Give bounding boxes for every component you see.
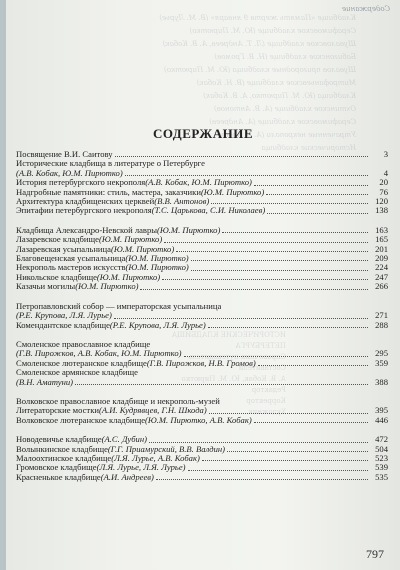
dot-leader: [115, 156, 368, 157]
toc-entry-page: 120: [375, 196, 388, 207]
dot-leader: [254, 422, 368, 423]
toc-entry-title: Смоленское армянское кладбище: [16, 368, 138, 378]
book-page: [6, 0, 400, 570]
toc-entry-author: (Ю.М. Пирютко): [200, 186, 265, 197]
toc-entry-author: (Л.Я. Лурье, Л.Я. Лурье): [96, 462, 186, 473]
toc-entry[interactable]: [16, 302, 388, 321]
toc-entry-author: (Ю.М. Пирютко): [96, 271, 161, 282]
toc-entry-author: (Т.С. Царькова, С.И. Николаев): [151, 205, 266, 216]
dot-leader: [75, 384, 368, 385]
toc-entry-author: (Р.Е. Крупова, Л.Я. Лурье): [16, 310, 112, 321]
toc-entry-line: [16, 321, 388, 330]
toc-entry-page: 266: [375, 281, 388, 292]
toc-entry[interactable]: [16, 273, 388, 282]
toc-entry-page: 3: [383, 149, 388, 159]
toc-entry[interactable]: [16, 226, 388, 235]
toc-entry-author: (Ю.М. Пирютко, А.В. Кобак): [145, 414, 252, 425]
toc-entry-line: [16, 206, 388, 215]
group-spacer: [16, 330, 388, 340]
toc-entry-author: (Ю.М. Пирютко): [157, 224, 221, 235]
toc-entry-title: Волковское лютеранское кладбище: [16, 415, 146, 425]
dot-leader: [125, 175, 368, 176]
toc-entry-title: Новодевичье кладбище: [16, 435, 102, 445]
toc-entry-title: Посвящение В.И. Саитову: [16, 150, 113, 159]
toc-entry[interactable]: [16, 416, 388, 425]
toc-entry-page: 201: [375, 243, 388, 254]
toc-entry-page: 224: [375, 262, 388, 273]
toc-entry-title: Лазаревская усыпальница: [16, 244, 111, 254]
bleed-through-running-head: Содержание: [341, 5, 390, 13]
toc-entry-author: (Ю.М. Пирютко): [98, 234, 163, 245]
toc-entry-title: Волынкинское кладбище: [16, 444, 108, 454]
toc-entry-author: (А.В. Кобак, Ю.М. Пирютко): [16, 167, 123, 178]
toc-entry-author: (А.И. Андреев): [100, 471, 154, 482]
toc-entry-page: 539: [375, 462, 388, 473]
toc-entry-page: 523: [375, 452, 388, 463]
toc-entry-page: 209: [375, 253, 388, 264]
dot-leader: [227, 451, 368, 452]
toc-entry-author: (Г.В. Пирожков, А.В. Кобак, Ю.М. Пирютко): [16, 348, 182, 359]
toc-entry-page: 359: [375, 357, 388, 368]
dot-leader: [258, 365, 368, 366]
toc-entry-author: (Ю.М. Пирютко): [125, 253, 189, 264]
dot-leader: [114, 318, 368, 319]
toc-entry-title: Благовещенская усыпальница: [16, 254, 126, 264]
dot-leader: [191, 270, 368, 271]
toc-entry-line: [16, 454, 388, 463]
toc-entry-line: [16, 226, 388, 235]
toc-entry-title: Петропавловский собор — императорская усыпальница: [16, 301, 222, 311]
toc-entry-author: (Р.Е. Крупова, Л.Я. Лурье): [109, 319, 206, 330]
toc-entry[interactable]: [16, 463, 388, 472]
toc-entry[interactable]: [16, 254, 388, 263]
toc-entry-page: 4: [383, 167, 388, 178]
dot-leader: [164, 242, 368, 243]
toc-entry-author: (А.С. Дубин): [101, 434, 147, 445]
toc-entry-page: 472: [375, 434, 388, 445]
toc-entry-title: Громовское кладбище: [16, 463, 97, 473]
bleed-through-text-lower: ИСТОРИЧЕСКИЕ КЛАДБИЩА ПЕТЕРБУРГА Справочник-путеводитель Составители А. В. Кобак, Ю. М. Пирютко Редактор Корректор Художник: [171, 331, 286, 416]
toc-entry-author: (Ю.М. Пирютко): [75, 281, 139, 292]
page-number: 797: [366, 547, 384, 561]
toc-entry[interactable]: [16, 263, 388, 272]
toc-entry-title: Казачьи могилы: [16, 282, 76, 292]
group-spacer: [16, 425, 388, 435]
toc-entry-title: Архитектура кладбищенских церквей: [16, 197, 155, 207]
toc-entry-title: Исторические кладбища в литературе о Петербурге: [16, 159, 205, 169]
toc-entry-line: [16, 473, 388, 482]
toc-entry-author: (Ю.М. Пирютко): [125, 262, 189, 273]
toc-entry[interactable]: [16, 359, 388, 368]
toc-entry-author: (Ю.М. Пирютко): [110, 243, 175, 254]
toc-entry[interactable]: [16, 368, 388, 387]
toc-entry-title: Надгробные памятники: стиль, мастера, заказчики: [16, 187, 201, 197]
toc-entry-page: 76: [379, 186, 388, 197]
dot-leader: [156, 479, 368, 480]
toc-entry-title: Смоленское лютеранское кладбище: [16, 358, 147, 368]
toc-entry[interactable]: [16, 473, 388, 482]
dot-leader: [266, 194, 368, 195]
toc-entry-title: Смоленское православное кладбище: [16, 339, 151, 349]
toc-entry[interactable]: [16, 235, 388, 244]
toc-entry-line: [16, 263, 388, 272]
toc-entry[interactable]: [16, 206, 388, 215]
toc-entry-page: 247: [375, 271, 388, 282]
dot-leader: [222, 232, 368, 233]
toc-entry-page: 535: [375, 471, 388, 482]
toc-entry-line: [16, 463, 388, 472]
toc-entry[interactable]: [16, 245, 388, 254]
dot-leader: [188, 470, 368, 471]
toc-entry[interactable]: [16, 454, 388, 463]
toc-entry[interactable]: [16, 159, 388, 178]
toc-entry-title: История петербургского некрополя: [16, 178, 146, 188]
toc-entry-page: 165: [375, 234, 388, 245]
toc-entry-author: (В.В. Антонов): [154, 196, 210, 207]
dot-leader: [209, 413, 368, 414]
dot-leader: [208, 327, 368, 328]
toc-entry-page: 295: [375, 348, 388, 359]
toc-entry-line: [16, 254, 388, 263]
toc-entry[interactable]: [16, 321, 388, 330]
toc-entry-line: [16, 282, 388, 291]
toc-entry-page: 138: [375, 205, 388, 216]
toc-entry-line: [16, 359, 388, 368]
toc-entry-author: (А.В. Кобак, Ю.М. Пирютко): [145, 177, 252, 188]
toc-entry-line: [16, 273, 388, 282]
toc-entry-line: [16, 150, 388, 159]
toc-entry-author: (Л.Я. Лурье, А.В. Кобак): [111, 452, 200, 463]
toc-entry-author: (Г.В. Пирожков, Н.В. Громов): [146, 357, 256, 368]
toc-entry-line: [16, 445, 388, 454]
toc-entry-title: Красненькое кладбище: [16, 472, 101, 482]
toc-entry-page: 395: [375, 405, 388, 416]
toc-entry-title: Никольское кладбище: [16, 272, 97, 282]
dot-leader: [149, 442, 368, 443]
toc-entry-line: [16, 378, 388, 387]
toc-entry-title: Эпитафии петербургского некрополя: [16, 206, 152, 216]
toc-entry-title: Литераторские мостки: [16, 406, 99, 416]
bleed-through-text: Кладбище «Память жертв 9 января» (В. М. Лурье) Серафимовское кладбище (Ю. М. Пирютко) Шуваловское кладбище (Л. Т. Андреев, А. В. Кобак) Бабигонское кладбище (Н. В. Громов) Шувалов пригородные кладбища (Ю. М. Пирютко) Митрофаньевское кладбище (В. Н. Кобак) Кладбища (Ю. М. Пирютко, А. В. Кобак) Охтинское кладбище (А. В. Антонов) Серафимовское кладбище (А. Андреев) Утраченные некрополи (А. В. Кобак) Исторические кладбища: [159, 14, 356, 152]
toc-entry-author: (В.Н. Аматуни): [16, 376, 74, 387]
group-spacer: [16, 387, 388, 397]
toc-entry-page: 446: [375, 414, 388, 425]
toc-entry-page: 388: [375, 376, 388, 387]
toc-entry-title: Волковское православное кладбище и некрополь-музей: [16, 396, 220, 406]
toc-entry-page: 20: [379, 177, 388, 188]
dot-leader: [140, 289, 368, 290]
dot-leader: [176, 251, 368, 252]
toc-entry-line: [16, 416, 388, 425]
dot-leader: [162, 279, 368, 280]
table-of-contents: [16, 150, 388, 482]
toc-entry[interactable]: [16, 282, 388, 291]
page-title: СОДЕРЖАНИЕ: [152, 126, 254, 141]
toc-entry-title: Некрополь мастеров искусств: [16, 263, 126, 273]
toc-entry-page: 163: [375, 224, 388, 235]
dot-leader: [184, 356, 368, 357]
toc-entry[interactable]: [16, 340, 388, 359]
toc-entry-author: (Г.Г. Приамурский, В.В. Валдин): [107, 443, 226, 454]
dot-leader: [191, 260, 368, 261]
toc-entry-title: Кладбища Александро-Невской лавры: [16, 225, 158, 235]
dot-leader: [254, 185, 368, 186]
toc-entry-author: (А.И. Кудрявцев, Г.Н. Шкода): [98, 405, 207, 416]
toc-entry-page: 288: [375, 319, 388, 330]
toc-entry-title: Комендантское кладбище: [16, 320, 110, 330]
toc-entry[interactable]: [16, 150, 388, 159]
toc-entry-line: [16, 245, 388, 254]
dot-leader: [267, 213, 368, 214]
toc-entry-page: 271: [375, 310, 388, 321]
toc-entry-line: [16, 235, 388, 244]
toc-entry-title: Лазаревское кладбище: [16, 235, 99, 245]
toc-entry-title: Малоохтинское кладбище: [16, 453, 112, 463]
group-spacer: [16, 292, 388, 302]
dot-leader: [211, 203, 368, 204]
toc-entry[interactable]: [16, 445, 388, 454]
toc-entry-page: 504: [375, 443, 388, 454]
dot-leader: [202, 460, 368, 461]
